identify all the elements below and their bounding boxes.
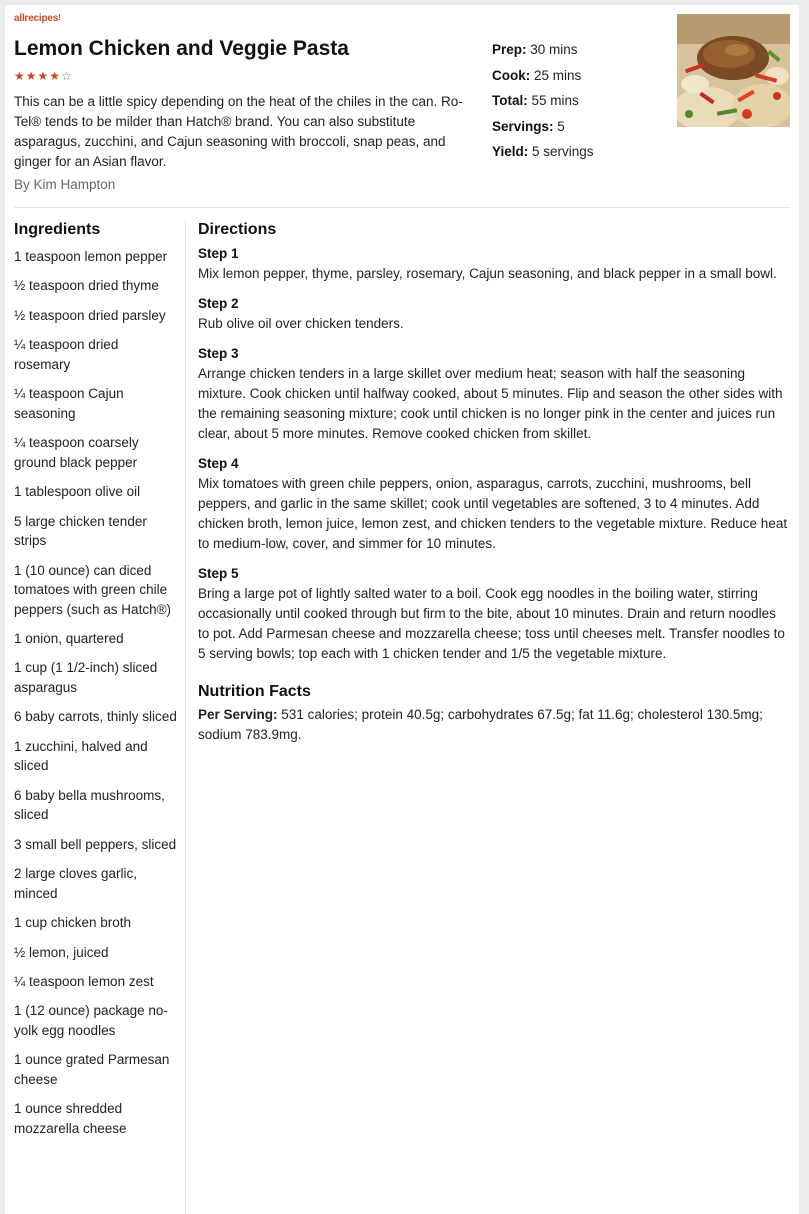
step-label: Step 3 [198, 346, 239, 361]
ingredients-section [14, 221, 178, 1148]
step-text: Bring a large pot of lightly salted water to a boil. Cook egg noodles in the boiling water, stirring occasionally until cooked through but firm to the bite, about 10 minutes. Drain and return noodles to pot. Add Parmesan cheese and mozzarella cheese; toss until cheeses melt. Transfer noodles to 5 serving bowls; top each with 1 chicken tender and 1/5 the vegetable mixture. [198, 586, 785, 661]
ingredient-item: 1 zucchini, halved and sliced [14, 738, 148, 774]
ingredient-item: 1 ounce grated Parmesan cheese [14, 1052, 170, 1087]
ingredients-list [14, 247, 178, 1139]
ingredient-item: 1 cup chicken broth [14, 915, 132, 931]
ingredient-item: ¼ teaspoon Cajun seasoning [14, 386, 124, 421]
ingredient-item: ¼ teaspoon coarsely ground black pepper [14, 435, 139, 470]
column-divider [185, 220, 186, 1214]
ingredient-item: ½ teaspoon dried thyme [14, 278, 159, 294]
ingredient-item: 1 cup (1 1/2-inch) sliced asparagus [14, 660, 158, 696]
step-label: Step 2 [198, 296, 239, 311]
brand-mark: ! [58, 13, 61, 22]
ingredient-item: 1 onion, quartered [14, 631, 124, 647]
nutrition-heading: Nutrition Facts [198, 683, 311, 700]
rating-stars [14, 69, 73, 83]
brand-name: allrecipes [14, 13, 59, 24]
ingredient-item: 6 baby carrots, thinly sliced [14, 709, 177, 725]
ingredient-item: 1 teaspoon lemon pepper [14, 249, 168, 264]
brand-logo[interactable] [14, 13, 61, 24]
recipe-card [5, 5, 799, 1214]
directions-section [198, 221, 788, 745]
nutrition-label: Per Serving: [198, 707, 278, 722]
ingredient-item: 1 ounce shredded mozzarella cheese [14, 1101, 127, 1136]
meta-yield: Yield: 5 servings [492, 144, 594, 159]
ingredient-item: ¼ teaspoon lemon zest [14, 973, 154, 989]
recipe-title: Lemon Chicken and Veggie Pasta [14, 37, 349, 60]
direction-step [198, 344, 788, 444]
nutrition-facts [198, 705, 788, 745]
step-text: Mix tomatoes with green chile peppers, onion, asparagus, carrots, zucchini, mushrooms, bell peppers, and garlic in the same skillet; cook until vegetables are softened, 3 to 4 minutes. Add chicken broth, lemon juice, lemon zest, and chicken tenders to the vegetable mixture. Reduce heat to medium-low, cover, and simmer for 10 minutes. [198, 476, 788, 551]
direction-step [198, 454, 788, 554]
ingredient-item: 2 large cloves garlic, minced [14, 866, 138, 901]
recipe-meta [492, 37, 594, 165]
ingredient-item: 1 tablespoon olive oil [14, 484, 141, 500]
step-text: Arrange chicken tenders in a large skillet over medium heat; season with half the seasoning mixture. Cook chicken until halfway cooked, about 5 minutes. Flip and season the other sides with the remaining seasoning mixture; cook until chicken is no longer pink in the center and juices run clear, about 5 more minutes. Remove cooked chicken from skillet. [198, 366, 783, 441]
header-divider [14, 207, 790, 208]
star-icon: ☆ [61, 69, 73, 83]
nutrition-section [198, 683, 788, 745]
ingredient-item: ½ lemon, juiced [14, 944, 109, 960]
recipe-photo [677, 14, 790, 127]
recipe-photo-image [677, 14, 790, 127]
star-icon: ★ [37, 69, 50, 83]
direction-step [198, 564, 788, 664]
meta-prep: Prep: 30 mins [492, 42, 578, 57]
step-text: Mix lemon pepper, thyme, parsley, rosemary, Cajun seasoning, and black pepper in a small bowl. [198, 266, 777, 281]
star-icon: ★ [49, 69, 62, 83]
ingredient-item: 6 baby bella mushrooms, sliced [14, 787, 165, 823]
nutrition-values: 531 calories; protein 40.5g; carbohydrates 67.5g; fat 11.6g; cholesterol 130.5mg; sodium 783.9mg. [198, 707, 763, 742]
step-text: Rub olive oil over chicken tenders. [198, 316, 404, 331]
star-icon: ★ [14, 69, 26, 83]
ingredients-heading: Ingredients [14, 221, 101, 238]
ingredient-item: 1 (10 ounce) can diced tomatoes with green chile peppers (such as Hatch®) [14, 562, 172, 617]
meta-total: Total: 55 mins [492, 93, 579, 108]
author-byline[interactable]: By Kim Hampton [14, 177, 116, 192]
meta-cook: Cook: 25 mins [492, 67, 582, 83]
star-icon: ★ [25, 69, 38, 83]
ingredient-item: 1 (12 ounce) package no-yolk egg noodles [14, 1003, 168, 1038]
direction-step [198, 244, 788, 284]
ingredient-item: ¼ teaspoon dried rosemary [14, 337, 119, 372]
step-label: Step 1 [198, 246, 239, 261]
step-label: Step 5 [198, 566, 239, 581]
ingredient-item: ½ teaspoon dried parsley [14, 307, 166, 323]
direction-step [198, 294, 788, 334]
recipe-description: This can be a little spicy depending on the heat of the chiles in the can. Ro-Tel® tends to be milder than Hatch® brand. You can also substitute asparagus, zucchini, and Cajun seasoning with broccoli, snap peas, and ginger for an Asian flavor. [14, 94, 463, 169]
directions-heading: Directions [198, 221, 277, 238]
meta-servings: Servings: 5 [492, 118, 565, 134]
ingredient-item: 5 large chicken tender strips [14, 513, 147, 549]
step-label: Step 4 [198, 456, 239, 471]
ingredient-item: 3 small bell peppers, sliced [14, 836, 177, 852]
